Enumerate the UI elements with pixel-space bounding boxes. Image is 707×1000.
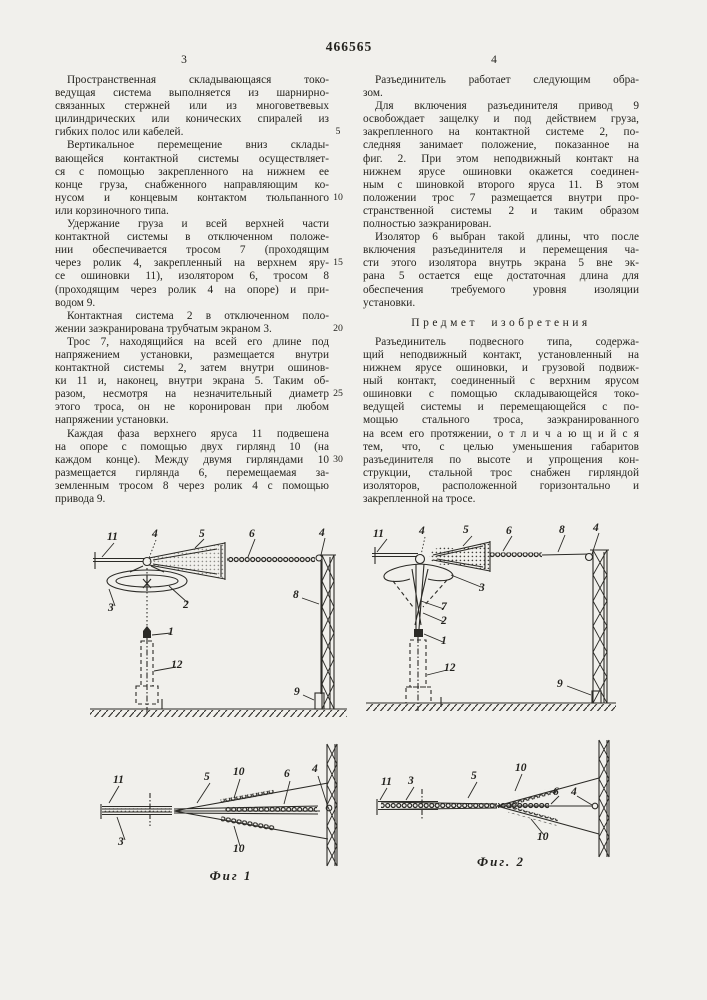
figure-label-4: 4 — [593, 522, 599, 534]
text-line: через ролик 4, закрепленный на верхнем яру- — [55, 257, 329, 270]
text-line: Изолятор 6 выбран такой длины, что после — [375, 231, 639, 244]
text-line: этого троса, он не коронирован при любом — [55, 401, 329, 414]
figure-label-6: 6 — [506, 525, 512, 537]
figure-label-4: 4 — [419, 525, 425, 537]
figure-label-12: 12 — [171, 659, 183, 671]
text-line: закрепленного на контактной системе 2, по- — [363, 126, 639, 139]
figure-label-8: 8 — [293, 589, 299, 601]
figure-label-2: 2 — [441, 615, 447, 627]
text-line: Каждая фаза верхнего яруса 11 подвешена — [67, 427, 329, 440]
figure-fig2-side-view — [363, 523, 640, 720]
text-line: на опоре с помощью двух гирлянд 10 (на — [55, 440, 329, 453]
text-line: следняя занимает положение, показанное на — [363, 139, 639, 152]
lattice-tower — [599, 740, 609, 857]
garland-6-middle — [498, 803, 549, 809]
figure-fig2-plan-view — [363, 738, 640, 888]
gutter-line-number-25: 25 — [333, 388, 343, 399]
garland-6-middle — [225, 806, 317, 812]
figure-label-10: 10 — [233, 766, 245, 778]
text-line: се ошиновки 11), изолятором 6, тросом 8 — [55, 270, 329, 283]
fig2-caption: Фиг. 2 — [477, 854, 525, 869]
left-text-column — [55, 74, 329, 506]
drive-box-9 — [315, 693, 324, 709]
text-line: рана 5 остается еще достаточная длина для — [363, 270, 639, 283]
moving-contact-1 — [414, 629, 423, 637]
text-line: каждом конце). Между двумя гирляндами 10 — [55, 453, 329, 466]
figure-label-11: 11 — [113, 774, 124, 786]
text-line: Вертикальное перемещение вниз склады- — [67, 139, 329, 152]
text-line: или корзиночного типа. — [55, 204, 169, 217]
text-line: Трос 7, находящийся на всей его длине под — [67, 335, 329, 348]
tower-roller-4 — [586, 554, 593, 561]
text-line: нусом и концевым контактом тюльпанного — [55, 191, 329, 204]
text-line: вающейся контактной системы осуществляет- — [55, 152, 329, 165]
figure-label-10: 10 — [537, 831, 549, 843]
text-line: размещается гирлянда 6, перемещаемая за- — [55, 466, 329, 479]
bus-tube-11 — [93, 552, 145, 569]
text-line: контактной системы в отключенном положе- — [55, 231, 329, 244]
figure-label-9: 9 — [294, 686, 300, 698]
bus-tube-11 — [377, 799, 497, 815]
text-line: Удержание груза и всей верхней части — [67, 218, 329, 231]
text-line: тем, что, с целью уменьшения габаритов — [363, 440, 639, 453]
text-line: цилиндрических или конических спиралей из — [55, 113, 329, 126]
figure-label-3: 3 — [408, 775, 414, 787]
garland-10-top — [220, 790, 274, 806]
figure-label-4: 4 — [319, 527, 325, 539]
text-line: (проходящим через ролик 4 на опоре) и при- — [55, 283, 329, 296]
text-line: включения разъединителя и перемещения ча- — [363, 244, 639, 257]
bus-tube-11 — [101, 804, 172, 819]
text-line: изоляторов, расположенной горизонтально и — [363, 479, 639, 492]
fig2-side-drawing — [363, 523, 640, 720]
contact-system-2-extended — [412, 564, 428, 629]
text-line: нижнем ярусе ошиновки, и грузовой подвиж- — [363, 362, 639, 375]
text-line: связанных стержней или из многоветвевых — [55, 100, 329, 113]
tower-roller-4 — [592, 803, 598, 809]
text-line: нии обеспечивается тросом 7 (проходящим — [55, 244, 329, 257]
figure-label-9: 9 — [557, 678, 563, 690]
figure-label-10: 10 — [515, 762, 527, 774]
gutter-line-number-30: 30 — [333, 454, 343, 465]
text-line: зом. — [363, 87, 383, 100]
text-line: гибких полос или кабелей. — [55, 126, 184, 139]
figure-label-4: 4 — [312, 763, 318, 775]
text-line: Пространственная складывающаяся токо- — [67, 74, 329, 86]
figure-label-5: 5 — [463, 524, 469, 536]
text-line: земленным тросом 8 через ролик 4 с помощью — [55, 479, 329, 492]
gutter-line-number-15: 15 — [333, 257, 343, 268]
text-line: привода 9. — [55, 493, 106, 505]
right-column-claims — [363, 336, 639, 506]
figure-label-3: 3 — [118, 836, 124, 848]
rope-8 — [542, 554, 590, 555]
text-line: разъединителя по высоте и упрощения кон- — [363, 453, 639, 466]
text-line: на всем его протяжении, о т л и ч а ю щ и й с я — [363, 427, 639, 440]
gutter-line-number-10: 10 — [333, 192, 343, 203]
text-line: Контактная система 2 в отключенном поло- — [67, 309, 329, 322]
text-line: фиг. 2. При этом неподвижный контакт на — [363, 152, 639, 165]
page-number-left: 3 — [181, 54, 187, 66]
figure-label-3: 3 — [479, 582, 485, 594]
text-line: обеспечения требуемого уровня изоляции — [363, 283, 639, 296]
text-line: ки 11 и, наконец, внутри экрана 5. Таким об- — [55, 375, 329, 388]
text-line: ошиновки с помощью складывающейся токо- — [363, 388, 639, 401]
text-line: Разъединитель работает следующим обра- — [375, 74, 639, 86]
text-line: ным с шиновкой второго яруса 11. В этом — [363, 178, 639, 191]
text-line: разом, несмотря на незначительный диаметр — [55, 388, 329, 401]
page-number-right: 4 — [491, 54, 497, 66]
text-line: полностью заэкранирован. — [363, 218, 492, 231]
text-line: ведущей системы и перемещающейся с по- — [363, 401, 639, 414]
patent-number: 466565 — [325, 39, 373, 54]
text-line: контактной системы 2, затем внутри ошинов- — [55, 362, 329, 375]
figure-label-5: 5 — [204, 771, 210, 783]
figure-fig1-side-view — [85, 528, 357, 720]
figure-label-7: 7 — [441, 601, 447, 613]
text-line: Для включения разъединителя привод 9 — [375, 100, 639, 113]
garland-10-bottom — [508, 806, 558, 825]
roller-4 — [416, 555, 425, 564]
figure-fig1-plan-view — [88, 742, 360, 888]
text-line: сти этого изолятора внутрь экрана 5 вне эк- — [363, 257, 639, 270]
text-line: мощью стального троса, заэкранированного — [363, 414, 639, 427]
fixed-contact-column-12 — [406, 637, 441, 711]
figure-label-12: 12 — [444, 662, 456, 674]
figure-label-1: 1 — [441, 635, 447, 647]
figure-label-6: 6 — [553, 786, 559, 798]
ground-hatch — [90, 709, 347, 717]
tower-roller-4 — [316, 555, 322, 561]
text-line: щий неподвижный контакт, установленный на — [363, 348, 639, 361]
text-line: ный контакт, соединенный с верхним ярусом — [363, 375, 639, 388]
fig1-plan-drawing — [88, 742, 360, 888]
figure-label-4: 4 — [571, 786, 577, 798]
weight-contact-1 — [143, 626, 151, 638]
figure-label-3: 3 — [108, 602, 114, 614]
text-line: ся с помощью закрепленного на нижнем ее — [55, 165, 329, 178]
text-line: ведущая система выполняется из шарнирно- — [55, 87, 329, 100]
fig1-caption: Фиг 1 — [209, 868, 253, 883]
figure-label-5: 5 — [199, 528, 205, 540]
figure-label-11: 11 — [107, 531, 118, 543]
figure-label-11: 11 — [373, 528, 384, 540]
text-line: жении заэкранирована трубчатым экраном 3. — [55, 322, 272, 335]
figure-label-4: 4 — [152, 528, 158, 540]
screen-horn-5 — [149, 542, 225, 580]
text-line: напряжении установки. — [55, 414, 169, 427]
figure-label-8: 8 — [559, 524, 565, 536]
text-line: Разъединитель подвесного типа, содержа- — [375, 335, 639, 348]
text-line: напряжением установки, размещается внутри — [55, 348, 329, 361]
fig1-side-drawing — [85, 528, 357, 720]
text-line: закрепленной на тросе. — [363, 493, 476, 505]
figure-label-11: 11 — [381, 776, 392, 788]
figure-label-1: 1 — [168, 626, 174, 638]
right-column-upper — [363, 74, 639, 310]
text-line: положении трос 7 размещается внутри про- — [363, 191, 639, 204]
lattice-tower — [590, 550, 609, 703]
figure-label-2: 2 — [183, 599, 189, 611]
text-line: установки. — [363, 296, 416, 309]
text-line: водом 9. — [55, 296, 96, 309]
figure-label-10: 10 — [233, 843, 245, 855]
text-line: нижнем ярусе ошиновки окажется соединен- — [363, 165, 639, 178]
right-text-column — [363, 74, 639, 506]
text-line: странственной системы 2 и таким образом — [363, 204, 639, 217]
gutter-line-number-20: 20 — [333, 323, 343, 334]
figure-label-6: 6 — [284, 768, 290, 780]
ground-hatch — [366, 703, 616, 711]
figure-label-5: 5 — [471, 770, 477, 782]
gutter-line-number-5: 5 — [335, 126, 341, 137]
text-line: освобождает защелку и под действием груза, — [363, 113, 639, 126]
garland-10-bottom — [220, 816, 274, 832]
text-line: струкции, стальной трос снабжен гирляндой — [363, 466, 639, 479]
text-line: конце груза, снабженного направляющим ко- — [55, 178, 329, 191]
figure-label-6: 6 — [249, 528, 255, 540]
insulator-garland-6 — [490, 553, 542, 561]
fixed-contact-column-12 — [136, 638, 162, 713]
insulator-garland-6 — [227, 556, 315, 564]
claim-heading: Предмет изобретения — [411, 316, 591, 329]
